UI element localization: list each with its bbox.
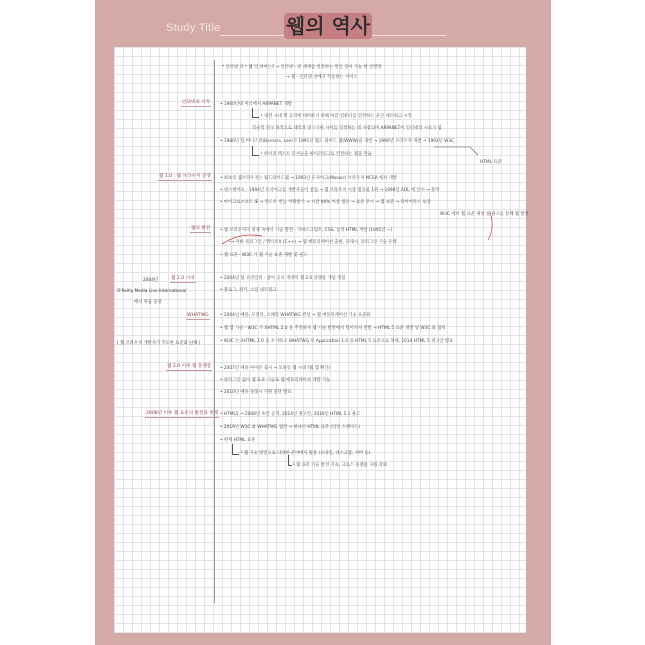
- section-line: └ 하이퍼 텍스트 문서들을 하이퍼링크로 연결하는 웹을 만듦: [260, 152, 372, 157]
- section-tag-after-web2: 웹 2.0 이후 웹 플랫폼: [167, 364, 212, 369]
- top-answer: → 웹 - 인터넷 상에서 작동하는 서비스: [286, 75, 358, 80]
- section-line: • 2019년 W3C 와 WHATWG 협약 → 하나의 HTML 표준 (리빙 스탠다드): [220, 425, 360, 430]
- section-line: └ 웹 표준 기술 발전 지속, 크로스 플랫폼 지원 강화: [292, 463, 388, 468]
- section-line: • 현재 HTML 표준: [220, 438, 256, 443]
- section-line: • 웹 브라우저의 경쟁 속에서 기술 발전 - 자바스크립트, CSS, 동적 HTML 개발 (1995년 ~): [220, 228, 393, 233]
- study-title-label: Study Title: [166, 22, 221, 34]
- section-line: • 2007년 애플 아이폰 출시 → 모바일 웹 시대 (웹 앱 확산): [220, 366, 331, 371]
- section-line: • W3C 는 XHTML 2.0 을 포기하고 WHATWG 의 Application 1.0 을 HTML 5 표준으로 채택, 2014 HTML 5 권고안 발표: [220, 339, 454, 344]
- section-line: └ 웹 기술 발전으로 다양한 분야에서 활용 (모바일, 데스크탑, 서버 등): [240, 451, 371, 456]
- section-tag-after-2008: 2008년 이후 웹 표준의 발전과 현재: [146, 411, 219, 416]
- connector-line: [434, 147, 478, 155]
- curve-arrow: [488, 212, 492, 240]
- section-tag-web-growth: 웹의 발전: [191, 226, 211, 231]
- section-line: • 1960년대 미국에서 ARPANET 개발: [220, 102, 292, 107]
- section-line: • 2010년 애플 플래시 지원 중단 발표: [220, 390, 292, 395]
- section-line: • 웹 표준 - W3C 가 웹 기술 표준 개발 및 권고: [220, 253, 308, 258]
- section-line: • 넷스케이프 - 1994년 모자이크를 개발자들이 설립 → 웹 브라우저 시장 점유율 1위 → 1998년 AOL 에 인수 → 몰락: [220, 188, 440, 193]
- section-tag-browser-war: 웹 1.0 : 웹 브라우저 전쟁: [159, 174, 211, 179]
- top-question: * 인터넷 과 * 웹 의 차이는? → 인터넷 - 전 세계를 연결하는 망인 것이 가능 한 연결망: [222, 65, 382, 70]
- curve-arrow: [222, 235, 262, 244]
- left-note: 에서 처음 등장: [134, 300, 162, 305]
- section-tag-web2: 웹 2.0 시대: [171, 276, 195, 281]
- section-tag-internet-start: 인터넷의 시작: [182, 100, 211, 105]
- aside-note: W3C 에서 웹 표준 제정 및 권고를 통해 웹 발전: [440, 212, 529, 217]
- section-line: └→ 자바 플러그인 / 액티브X (C++) → 웹 애플리케이션 출현, 플래시, 플러그인 기술 유행: [228, 240, 397, 245]
- left-note: ( 웹 브라우저 개발사가 주도한 표준화 단체 ): [117, 341, 201, 346]
- section-line: • 1980년 팀 버너스리(Berners, Lee)가 1991년 월드 와이드 웹(WWW)을 개발 → 1990년 브라우저 개발 → 1993년 W3C: [220, 139, 455, 144]
- section-line: • 플러그인 없이 웹 표준 기술로 웹 애플리케이션 개발 가능: [220, 378, 331, 383]
- section-line: • 블로그, 위키, 소셜 네트워크: [220, 288, 277, 293]
- section-line: └ 냉전 시대 핵 공격에 대비하기 위해 여러 컴퓨터를 연결하는 분산 네트워크 시작: [260, 114, 412, 119]
- section-line: 학술적 연구 목적으로 대학과 연구기관 사이를 연결하는 데 사용되며 ARPANET이 인터넷의 시초가 됨: [252, 126, 442, 131]
- left-note: O'Reilly Media Live International: [117, 289, 187, 294]
- section-line: • 마이크로소프트 IE → 윈도우 번들 끼워팔기 → 시장 90% 이상 점유 → 표준 무시 → 웹 표준 → 파이어폭스 등장: [220, 200, 431, 205]
- section-tag-whatwg: WHATWG: [187, 313, 209, 318]
- section-line: • HTML5 → 2008년 초안 공개, 2014년 권고안, 2016년 HTML 5.1 권고: [220, 412, 360, 417]
- section-line: • 웹 앱 기술 - W3C 가 XHTML 2.0 을 추진하자 웹 기술 발전에서 멀어지자 반발 → HTML 5 표준 개발 및 W3C 와 협력: [220, 326, 446, 331]
- section-line: • 2004년 팀 오라일리 - 참여 공유 개방의 웹 2.0 플랫폼 개념 정립: [220, 276, 346, 281]
- section-line: • 2004년 애플, 모질라, 오페라 WHATWG 결성 → 웹 애플리케이션 기술 표준화: [220, 313, 371, 318]
- section-line: • 최초의 웹브라우저는 월드와이드웹 → 1993년 모자이크(Mosaic) 브라우저 NCSA 에서 개발: [220, 176, 398, 181]
- page-title: 웹의 역사: [285, 14, 371, 38]
- section-line: HTML 표준: [480, 160, 502, 165]
- left-note: 2004년: [143, 278, 159, 283]
